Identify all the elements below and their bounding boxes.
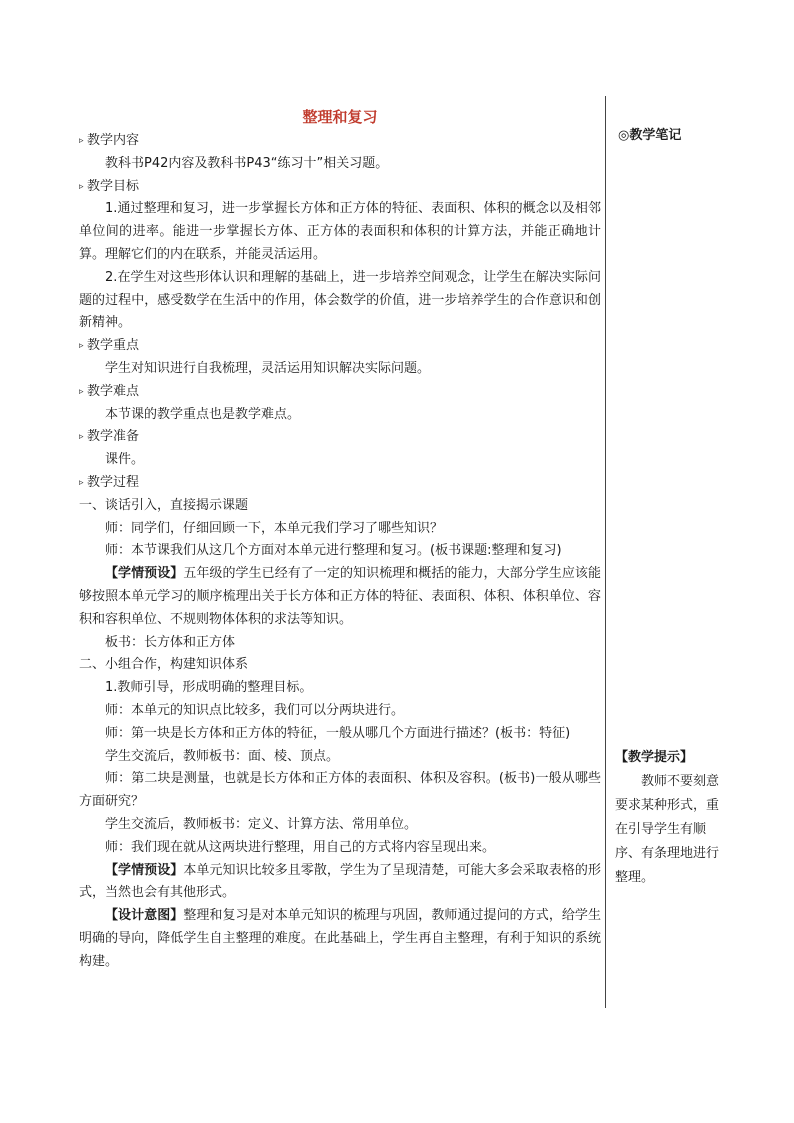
paragraph: 板书：长方体和正方体 bbox=[105, 634, 236, 650]
triangle-marker-icon: ▹ bbox=[79, 181, 84, 192]
notes-title: ◎教学笔记 bbox=[618, 128, 682, 143]
triangle-marker-icon: ▹ bbox=[79, 432, 84, 443]
triangle-marker-icon: ▹ bbox=[79, 341, 84, 352]
triangle-marker-icon: ▹ bbox=[79, 136, 84, 146]
paragraph-text: 五年级的学生已经有了一定的知识梳理和概括的能力，大部分学生应该能够按照本单元学习的顺序梳理出关于长方体和正方体的特征、表面积、体积、体积单位、容积和容积单位、不规则物体体积的求法等知识。 bbox=[79, 566, 601, 627]
paragraph: 师：本单元的知识点比较多，我们可以分两块进行。 bbox=[105, 702, 405, 718]
paragraph: 师：第一块是长方体和正方体的特征，一般从哪几个方面进行描述？(板书：特征) bbox=[105, 725, 571, 741]
section-heading-label: 教学重点 bbox=[87, 338, 140, 354]
paragraph: 1.教师引导，形成明确的整理目标。 bbox=[105, 680, 313, 696]
paragraph: 师：本节课我们从这几个方面对本单元进行整理和复习。(板书课题:整理和复习) bbox=[105, 543, 562, 559]
paragraph: 课件。 bbox=[105, 452, 145, 468]
paragraph bbox=[79, 905, 601, 973]
triangle-marker-icon: ▹ bbox=[79, 477, 84, 488]
tag-label: 【学情预设】 bbox=[105, 862, 184, 878]
section-heading-label: 教学准备 bbox=[87, 429, 140, 445]
step-heading: 一、谈话引入，直接揭示课题 bbox=[79, 497, 249, 513]
paragraph bbox=[79, 860, 601, 906]
section-heading-difficulties bbox=[79, 381, 601, 404]
section-heading-key-points bbox=[79, 335, 601, 358]
paragraph: 师：我们现在就从这两块进行整理，用自己的方式将内容呈现出来。 bbox=[105, 839, 496, 855]
paragraph: 学生交流后，教师板书：面、棱、顶点。 bbox=[105, 748, 340, 764]
section-heading-preparation bbox=[79, 426, 601, 449]
paragraph-text: 整理和复习是对本单元知识的梳理与巩固，教师通过提问的方式，给学生明确的导向，降低学生自主整理的难度。在此基础上，学生再自主整理，有利于知识的系统构建。 bbox=[79, 908, 601, 969]
step-heading: 二、小组合作，构建知识体系 bbox=[79, 657, 249, 673]
section-heading-content bbox=[79, 130, 601, 153]
paragraph: 2.在学生对这些形体认识和理解的基础上，进一步培养空间观念，让学生在解决实际问题的过程中，感受数学在生活中的作用，体会数学的价值，进一步培养学生的合作意识和创新精神。 bbox=[79, 269, 601, 331]
section-heading-label: 教学过程 bbox=[87, 474, 140, 490]
paragraph-text: 本单元知识比较多且零散，学生为了呈现清楚，可能大多会采取表格的形式，当然也会有其他形式。 bbox=[79, 862, 601, 901]
paragraph: 1.通过整理和复习，进一步掌握长方体和正方体的特征、表面积、体积的概念以及相邻单位间的进率。能进一步掌握长方体、正方体的表面积和体积的计算方法，并能正确地计算。理解它们的内在联系，并能灵活运用。 bbox=[79, 201, 601, 262]
section-heading-goals bbox=[79, 176, 601, 199]
paragraph bbox=[79, 563, 601, 631]
section-heading-label: 教学难点 bbox=[87, 383, 140, 399]
page-title: 整理和复习 bbox=[302, 108, 378, 126]
triangle-marker-icon: ▹ bbox=[79, 386, 84, 397]
tip-body: 教师不要刻意要求某种形式，重在引导学生有顺序、有条理地进行整理。 bbox=[615, 774, 720, 885]
paragraph: 本节课的教学重点也是教学难点。 bbox=[105, 406, 301, 422]
paragraph: 学生交流后，教师板书：定义、计算方法、常用单位。 bbox=[105, 816, 418, 832]
column-divider bbox=[605, 96, 606, 1008]
section-heading-label: 教学目标 bbox=[87, 178, 140, 194]
tip-heading: 【教学提示】 bbox=[615, 750, 694, 765]
section-heading-process bbox=[79, 472, 601, 495]
teaching-tip bbox=[615, 746, 727, 890]
paragraph: 学生对知识进行自我梳理，灵活运用知识解决实际问题。 bbox=[105, 360, 431, 376]
tag-label: 【设计意图】 bbox=[105, 908, 184, 924]
paragraph: 教科书P42内容及教科书P43“练习十”相关习题。 bbox=[105, 155, 389, 171]
lesson-plan-main bbox=[79, 106, 601, 973]
tag-label: 【学情预设】 bbox=[105, 566, 184, 582]
paragraph: 师：同学们，仔细回顾一下，本单元我们学习了哪些知识？ bbox=[105, 520, 444, 536]
section-heading-label: 教学内容 bbox=[87, 133, 140, 148]
paragraph: 师：第二块是测量，也就是长方体和正方体的表面积、体积及容积。(板书)一般从哪些方面研究？ bbox=[79, 771, 601, 810]
